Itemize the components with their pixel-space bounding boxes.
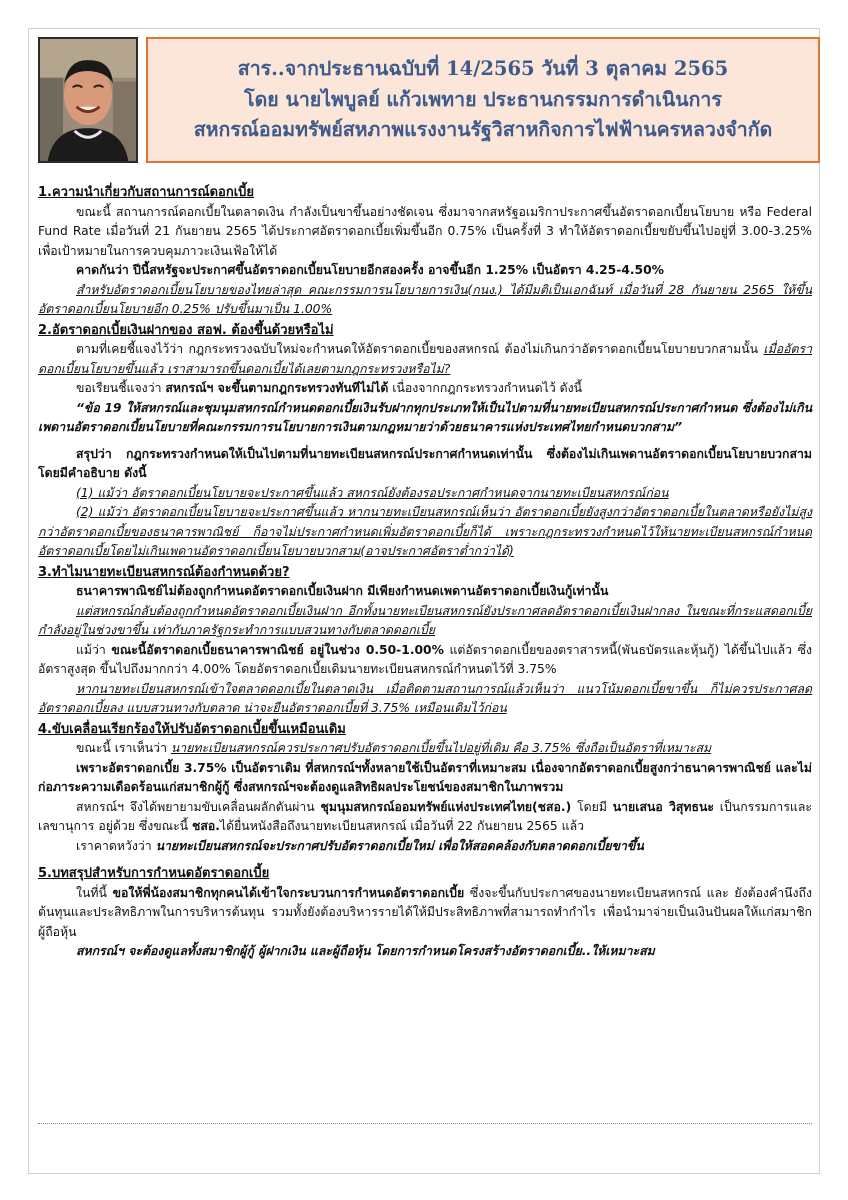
- section5-paragraph1: [38, 884, 812, 943]
- bottom-divider: [38, 1123, 812, 1124]
- section4-p3-b: ชุมนุมสหกรณ์ออมทรัพย์แห่งประเทศไทย(ชสอ.): [320, 799, 572, 814]
- section2-item2: (2) แม้ว่า อัตราดอกเบี้ยนโยบายจะประกาศขึ้นแล้ว หากนายทะเบียนสหกรณ์เห็นว่า อัตราดอกเบี้ยยังสูงกว่าอัตราดอกเบี้ยในตลาดหรือยังไม่สูงกว่าอัตราดอกเบี้ยของธนาคารพาณิชย์ ก็อาจไม่ประกาศกำหนดเพิ่มอัตราดอกเบี้ยก็ได้ เพราะกฎกระทรวงกำหนดไว้ให้นายทะเบียนสหกรณ์กำหนดอัตราดอกเบี้ยโดยไม่เกินเพดานอัตราดอกเบี้ยนโยบายบวกสาม(อาจประกาศอัตราต่ำกว่าได้): [38, 505, 812, 558]
- section3-p3-tail: แต่อัตราดอกเบี้ยของตราสารหนี้(พันธบัตรและหุ้นกู้) ได้ขึ้นไปแล้ว ซึ่งอัตราสูงสุด ขึ้นไปถึงมากกว่า 4.00% โดยอัตราดอกเบี้ยเดิมนายทะเบียนสหกรณ์กำหนดไว้ที่ 3.75%: [38, 642, 812, 676]
- section2-p2-lead: ขอเรียนชี้แจงว่า: [76, 381, 166, 395]
- section2-p1-text: ตามที่เคยชี้แจงไว้ว่า กฎกระทรวงฉบับใหม่จะกำหนดให้อัตราดอกเบี้ยของสหกรณ์ ต้องไม่เกินกว่าอัตราดอกเบี้ยนโยบายบวกสามนั้น: [76, 342, 764, 356]
- section2-item1: (1) แม้ว่า อัตราดอกเบี้ยนโยบายจะประกาศขึ้นแล้ว สหกรณ์ยังต้องรอประกาศกำหนดจากนายทะเบียนสหกรณ์ก่อน: [76, 485, 669, 500]
- section4-p4-emph: นายทะเบียนสหกรณ์จะประกาศปรับอัตราดอกเบี้ยใหม่ เพื่อให้สอดคล้องกับตลาดดอกเบี้ยขาขึ้น: [155, 838, 644, 853]
- section4-p3-c: โดยมี: [571, 799, 613, 814]
- section5-p1-tail: ซึ่งจะขึ้นกับประกาศของนายทะเบียนสหกรณ์ และ ยังต้องคำนึงถึงต้นทุนและประสิทธิภาพในการบริหารต้นทุน รวมทั้งยังต้องบริหารรายได้ให้มีประสิทธิภาพที่สามารถทำกำไร เพื่อนำมาจ่ายเป็นเงินปันผลให้แก่สมาชิกผู้ถือหุ้น: [38, 885, 812, 939]
- section4-p3-a: สหกรณ์ฯ จึงได้พยายามขับเคลื่อนผลักดันผ่าน: [76, 799, 321, 814]
- section2-paragraph1: [38, 340, 812, 379]
- regulation-quote: “ข้อ 19 ให้สหกรณ์และชุมนุมสหกรณ์กำหนดดอกเบี้ยเงินรับฝากทุกประเภทให้เป็นไปตามที่นายทะเบียนสหกรณ์ประกาศกำหนด ซึ่งต้องไม่เกินเพดานอัตราดอกเบี้ยนโยบายที่คณะกรรมการนโยบายการเงินตามกฎหมายว่าด้วยธนาคารแห่งประเทศไทยกำหนดบวกสาม”: [38, 400, 812, 434]
- section2-heading: 2.อัตราดอกเบี้ยเงินฝากของ สอฟ. ต้องขึ้นด้วยหรือไม่: [38, 322, 334, 338]
- section3-p3-lead: แม้ว่า: [76, 642, 112, 657]
- chairman-photo: [38, 37, 138, 163]
- section3-paragraph2: แต่สหกรณ์กลับต้องถูกกำหนดอัตราดอกเบี้ยเงินฝาก อีกทั้งนายทะเบียนสหกรณ์ยังประกาศลดอัตราดอกเบี้ยเงินฝากลง ในขณะที่กระแสดอกเบี้ยกำลังอยู่ในช่วงขาขึ้น เท่ากับภาครัฐกระทำการแบบสวนทางกับตลาดดอกเบี้ย: [38, 603, 812, 637]
- section1-heading: 1.ความนำเกี่ยวกับสถานการณ์ดอกเบี้ย: [38, 185, 255, 200]
- section5-paragraph2: สหกรณ์ฯ จะต้องดูแลทั้งสมาชิกผู้กู้ ผู้ฝากเงิน และผู้ถือหุ้น โดยการกำหนดโครงสร้างอัตราดอกเบี้ย..ให้เหมาะสม: [76, 944, 655, 958]
- section4-heading: 4.ขับเคลื่อนเรียกร้องให้ปรับอัตราดอกเบี้ยขึ้นเหมือนเดิม: [38, 721, 346, 737]
- section4-p4-lead: เราคาดหวังว่า: [76, 838, 156, 853]
- section1-paragraph1: ขณะนี้ สถานการณ์ดอกเบี้ยในตลาดเงิน กำลังเป็นขาขึ้นอย่างชัดเจน ซึ่งมาจากสหรัฐอเมริกาประกาศขึ้นอัตราดอกเบี้ยนโยบาย หรือ Federal Fund Rate เมื่อวันที่ 21 กันยายน 2565 ได้ประกาศอัตราดอกเบี้ยเพิ่มขึ้นอีก 0.75% เป็นครั้งที่ 3 ทำให้อัตราดอกเบี้ยขยับขึ้นไปอยู่ที่ 3.00-3.25% เพื่อเป้าหมายในการควบคุมภาวะเงินเฟ้อให้ได้: [38, 204, 812, 258]
- section4-p1-emph: นายทะเบียนสหกรณ์ควรประกาศปรับอัตราดอกเบี้ยขึ้นไปอยู่ที่เดิม คือ 3.75% ซึ่งถือเป็นอัตราที่เหมาะสม: [170, 741, 712, 755]
- section3-p3-bold: ขณะนี้อัตราดอกเบี้ยธนาคารพาณิชย์ อยู่ในช่วง 0.50-1.00%: [111, 642, 444, 657]
- section4-paragraph1: [38, 739, 812, 759]
- section3-paragraph1: ธนาคารพาณิชย์ไม่ต้องถูกกำหนดอัตราดอกเบี้ยเงินฝาก มีเพียงกำหนดเพดานอัตราดอกเบี้ยเงินกู้เท่านั้น: [76, 584, 609, 598]
- section3-paragraph4: หากนายทะเบียนสหกรณ์เข้าใจตลาดดอกเบี้ยในตลาดเงิน เมื่อติดตามสถานการณ์แล้วเห็นว่า แนวโน้มดอกเบี้ยขาขึ้น ก็ไม่ควรประกาศลดอัตราดอกเบี้ยลง แบบสวนทางกับตลาด น่าจะยืนอัตราดอกเบี้ยที่ 3.75% เหมือนเดิมไว้ก่อน: [38, 681, 812, 715]
- section2-paragraph2: [38, 379, 812, 399]
- section4-paragraph3: [38, 798, 812, 837]
- banner-title-line2: โดย นายไพบูลย์ แก้วเพทาย ประธานกรรมการดำเนินการ: [244, 87, 722, 111]
- section1-paragraph2: คาดกันว่า ปีนี้สหรัฐจะประกาศขึ้นอัตราดอกเบี้ยนโยบายอีกสองครั้ง อาจขึ้นอีก 1.25% เป็นอัตรา 4.25-4.50%: [76, 263, 664, 277]
- section5-p1-bold: ขอให้พี่น้องสมาชิกทุกคนได้เข้าใจกระบวนการกำหนดอัตราดอกเบี้ย: [112, 885, 465, 900]
- section4-p3-f: ชสอ.: [192, 819, 220, 833]
- section4-p3-g: ได้ยื่นหนังสือถึงนายทะเบียนสหกรณ์ เมื่อวันที่ 22 กันยายน 2565 แล้ว: [219, 819, 585, 833]
- section4-paragraph4: [38, 837, 812, 857]
- banner-title-line1: สาร..จากประธานฉบับที่ 14/2565 วันที่ 3 ตุลาคม 2565: [237, 57, 729, 81]
- section5-heading: 5.บทสรุปสำหรับการกำหนดอัตราดอกเบี้ย: [38, 866, 270, 881]
- section4-paragraph2: เพราะอัตราดอกเบี้ย 3.75% เป็นอัตราเดิม ที่สหกรณ์ฯทั้งหลายใช้เป็นอัตราที่เหมาะสม เนื่องจากอัตราดอกเบี้ยสูงกว่าธนาคารพาณิชย์ และไม่ก่อภาระความเดือดร้อนแก่สมาชิกผู้กู้ ซึ่งสหกรณ์ฯจะต้องดูแลสิทธิผลประโยชน์ของสมาชิกในภาพรวม: [38, 760, 812, 794]
- section2-p2-bold: สหกรณ์ฯ จะขึ้นตามกฎกระทรวงทันทีไม่ได้: [165, 381, 389, 395]
- banner-title-line3: สหกรณ์ออมทรัพย์สหภาพแรงงานรัฐวิสาหกิจการไฟฟ้านครหลวงจำกัด: [193, 118, 773, 142]
- section4-p3-e: เป็นกรรมการและเลขานุการ อยู่ด้วย ซึ่งขณะนี้: [38, 799, 812, 833]
- section2-p1-question: เมื่ออัตราดอกเบี้ยนโยบายขึ้นแล้ว เราสามารถขึ้นดอกเบี้ยได้เลยตามกฎกระทรวงหรือไม่?: [38, 342, 812, 376]
- section4-p1-lead: ขณะนี้ เราเห็นว่า: [76, 741, 171, 755]
- section4-p3-d: นายเสนอ วิสุทธนะ: [612, 799, 714, 814]
- section3-paragraph3: [38, 641, 812, 680]
- section5-p1-lead: ในที่นี้: [76, 885, 113, 900]
- section1-paragraph3: สำหรับอัตราดอกเบี้ยนโยบายของไทยล่าสุด คณะกรรมการนโยบายการเงิน(กนง.) ได้มีมติเป็นเอกฉันท์ เมื่อวันที่ 28 กันยายน 2565 ให้ขึ้นอัตราดอกเบี้ยนโยบายอีก 0.25% ปรับขึ้นมาเป็น 1.00%: [38, 282, 812, 316]
- title-banner: [146, 37, 820, 163]
- section3-heading: 3.ทำไมนายทะเบียนสหกรณ์ต้องกำหนดด้วย?: [38, 564, 290, 580]
- section2-summary: สรุปว่า กฎกระทรวงกำหนดให้เป็นไปตามที่นายทะเบียนสหกรณ์ประกาศกำหนดเท่านั้น ซึ่งต้องไม่เกินเพดานอัตราดอกเบี้ยนโยบายบวกสาม โดยมีคำอธิบาย ดังนี้: [38, 446, 812, 480]
- section2-p2-tail: เนื่องจากกฎกระทรวงกำหนดไว้ ดังนี้: [388, 381, 583, 395]
- document-body: [38, 182, 812, 962]
